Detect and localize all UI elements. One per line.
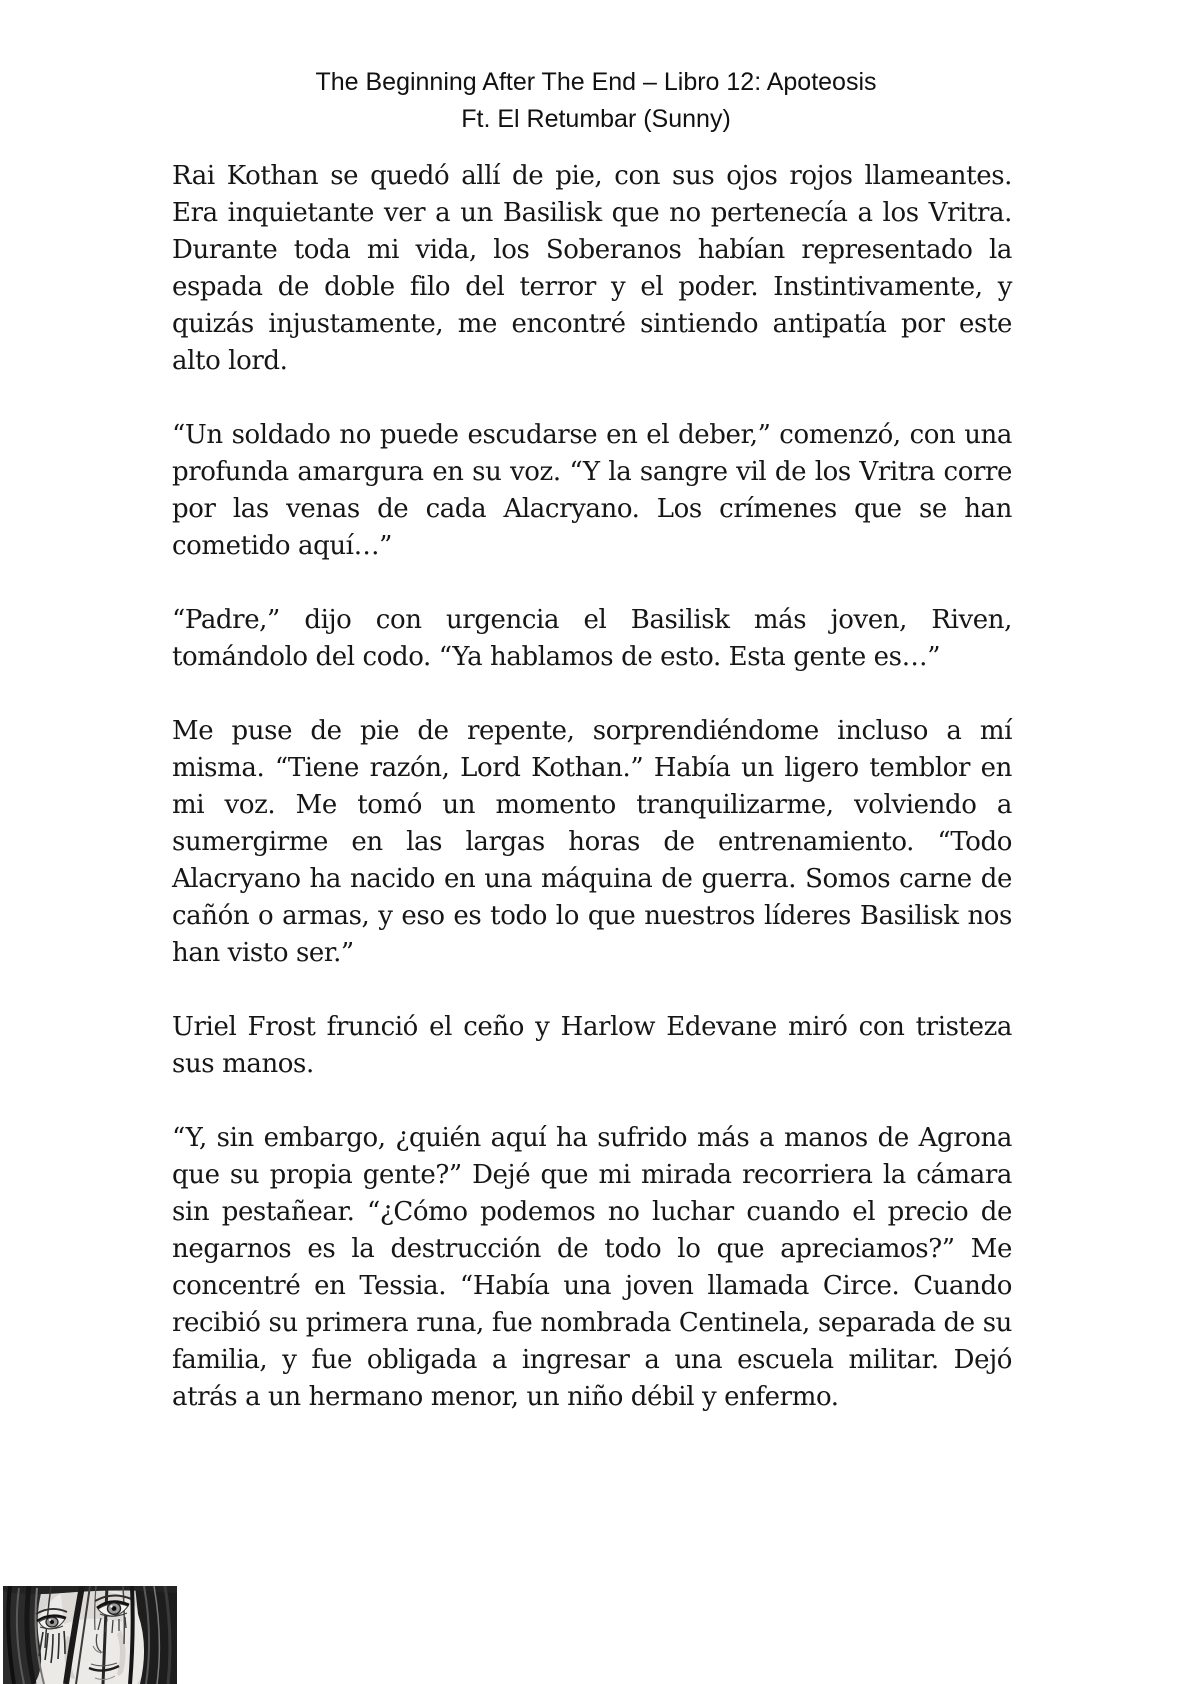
title-line-2: Ft. El Retumbar (Sunny) bbox=[461, 105, 731, 133]
manga-face-svg bbox=[3, 1586, 177, 1684]
title-line-1: The Beginning After The End – Libro 12: Apoteosis bbox=[315, 68, 877, 96]
document-title bbox=[0, 0, 1192, 138]
paragraph-6: “Y, sin embargo, ¿quién aquí ha sufrido más a manos de Agrona que su propia gente?” Dejé que mi mirada recorriera la cámara sin pestañear. “¿Cómo podemos no luchar cuando el precio de negarnos es la destrucción de todo lo que apreciamos?” Me concentré en Tessia. “Había una joven llamada Circe. Cuando recibió su primera runa, fue nombrada Centinela, separada de su familia, y fue obligada a ingresar a una escuela militar. Dejó atrás a un hermano menor, un niño débil y enfermo. bbox=[172, 1123, 1012, 1412]
manga-face-illustration bbox=[3, 1586, 177, 1684]
paragraph-1: Rai Kothan se quedó allí de pie, con sus ojos rojos llameantes. Era inquietante ver a un Basilisk que no pertenecía a los Vritra. Durante toda mi vida, los Soberanos habían representado la espada de doble filo del terror y el poder. Instintivamente, y quizás injustamente, me encontré sintiendo antipatía por este alto lord. bbox=[172, 161, 1012, 376]
body-text bbox=[172, 158, 1012, 1453]
paragraph-5: Uriel Frost frunció el ceño y Harlow Edevane miró con tristeza sus manos. bbox=[172, 1012, 1012, 1079]
paragraph-2: “Un soldado no puede escudarse en el deber,” comenzó, con una profunda amargura en su voz. “Y la sangre vil de los Vritra corre por las venas de cada Alacryano. Los crímenes que se han cometido aquí…” bbox=[172, 420, 1012, 561]
paragraph-3: “Padre,” dijo con urgencia el Basilisk más joven, Riven, tomándolo del codo. “Ya hablamos de esto. Esta gente es…” bbox=[172, 605, 1012, 672]
paragraph-4: Me puse de pie de repente, sorprendiéndome incluso a mí misma. “Tiene razón, Lord Kothan.” Había un ligero temblor en mi voz. Me tomó un momento tranquilizarme, volviendo a sumergirme en las largas horas de entrenamiento. “Todo Alacryano ha nacido en una máquina de guerra. Somos carne de cañón o armas, y eso es todo lo que nuestros líderes Basilisk nos han visto ser.” bbox=[172, 716, 1012, 968]
